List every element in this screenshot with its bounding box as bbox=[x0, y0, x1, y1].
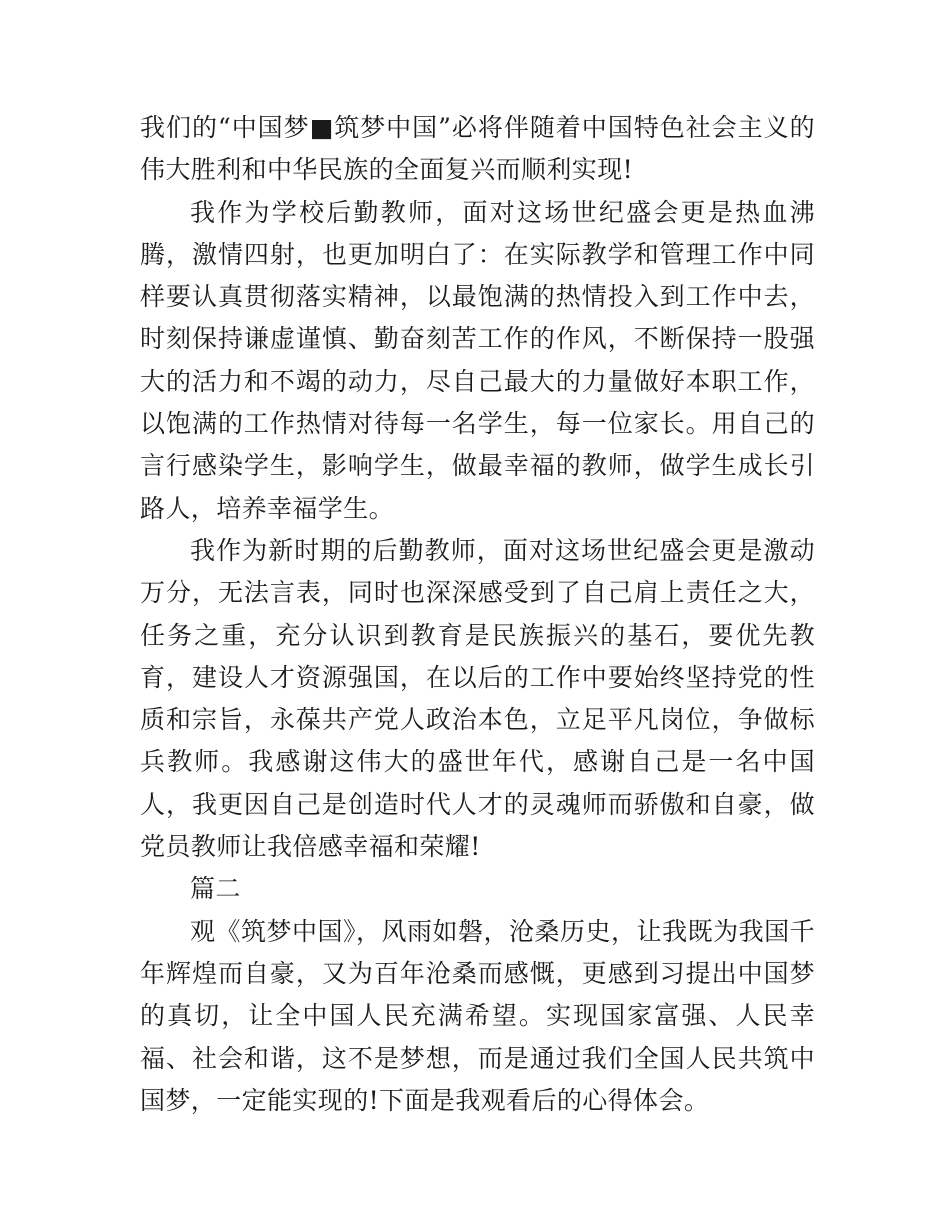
paragraph-watching-film: 观《筑梦中国》，风雨如磐，沧桑历史，让我既为我国千年辉煌而自豪，又为百年沧桑而感慨，更感到习提出中国梦的真切，让全中国人民充满希望。实现国家富强、人民幸福、社会和谐，这不是梦想，而是通过我们全国人民共筑中国梦，一定能实现的!下面是我观看后的心得体会。 bbox=[140, 916, 815, 1115]
section-heading-part-two: 篇二 bbox=[190, 874, 241, 904]
document-body bbox=[140, 107, 815, 1122]
paragraph-logistics-teacher: 我作为学校后勤教师，面对这场世纪盛会更是热血沸腾，激情四射，也更加明白了：在实际教学和管理工作中同样要认真贯彻落实精神，以最饱满的热情投入到工作中去，时刻保持谦虚谨慎、勤奋刻苦工作的作风，不断保持一股强大的活力和不竭的动力，尽自己最大的力量做好本职工作，以饱满的工作热情对待每一名学生，每一位家长。用自己的言行感染学生，影响学生，做最幸福的教师，做学生成长引路人，培养幸福学生。 bbox=[140, 197, 815, 523]
paragraph-new-era-teacher: 我作为新时期的后勤教师，面对这场世纪盛会更是激动万分，无法言表，同时也深深感受到了自己肩上责任之大，任务之重，充分认识到教育是民族振兴的基石，要优先教育，建设人才资源强国，在以后的工作中要始终坚持党的性质和宗旨，永葆共产党人政治本色，立足平凡岗位，争做标兵教师。我感谢这伟大的盛世年代，感谢自己是一名中国人，我更因自己是创造时代人才的灵魂师而骄傲和自豪，做党员教师让我倍感幸福和荣耀! bbox=[140, 535, 815, 862]
paragraph-continuation: 我们的“中国梦■筑梦中国”必将伴随着中国特色社会主义的伟大胜利和中华民族的全面复兴而顺利实现! bbox=[140, 113, 815, 185]
